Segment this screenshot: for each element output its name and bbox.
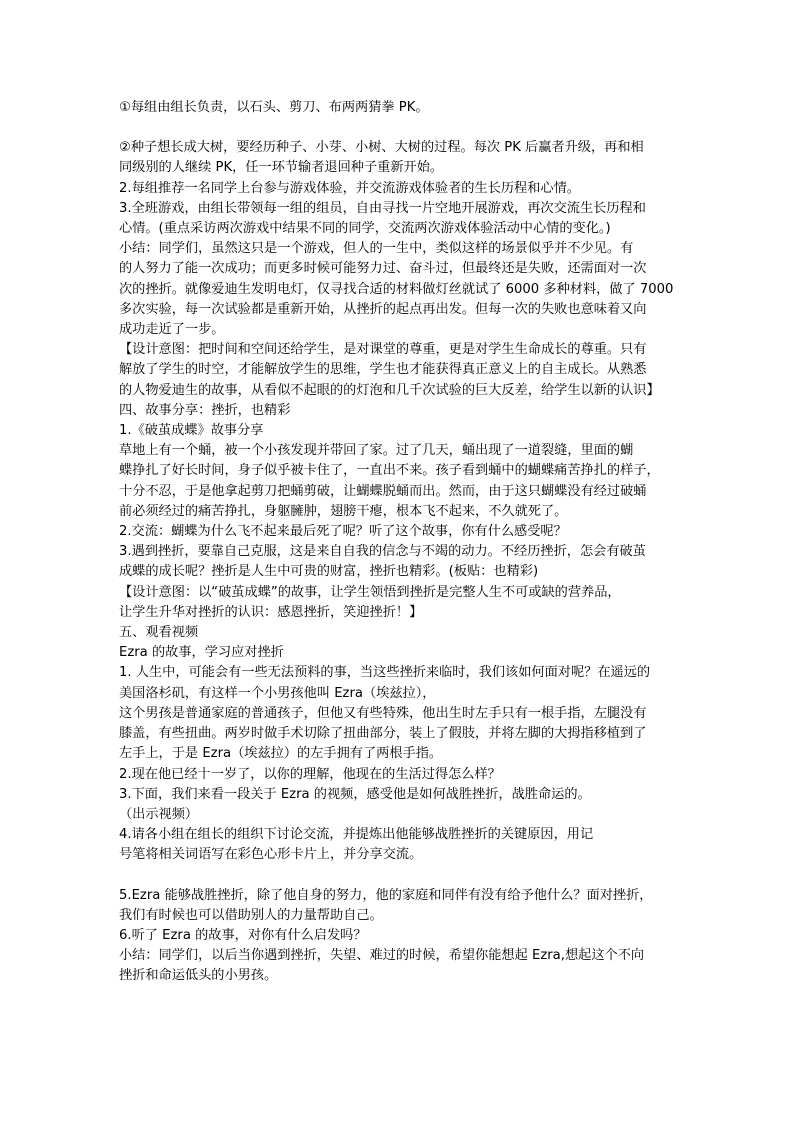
document-body [119,98,684,987]
paragraph [119,825,684,865]
paragraph [119,886,684,926]
text-line: 十分不忍，于是他拿起剪刀把蛹剪破，让蝴蝶脱蛹而出。然而，由于这只蝴蝶没有经过破蛹 [119,483,647,499]
paragraph [119,239,684,340]
text-line: 2.交流：蝴蝶为什么飞不起来最后死了呢？听了这个故事，你有什么感受呢？ [119,524,567,540]
text-line: 解放了学生的时空，才能解放学生的思维，学生也才能获得真正意义上的自主成长。从熟悉 [119,362,647,378]
text-line: 美国洛杉矶，有这样一个小男孩他叫 Ezra（埃兹拉）， [119,685,436,701]
paragraph [119,199,684,239]
text-line: 这个男孩是普通家庭的普通孩子，但他又有些特殊，他出生时左手只有一根手指，左腿没有 [119,705,647,721]
paragraph [119,785,684,805]
text-line: 3.下面，我们来看一段关于 Ezra 的视频，感受他是如何战胜挫折，战胜命运的。 [119,786,591,802]
text-line: 6.听了 Ezra 的故事，对你有什么启发吗？ [119,927,367,943]
paragraph [119,643,684,663]
text-line: （出示视频） [119,806,199,822]
paragraph [119,138,684,178]
paragraph [119,98,684,118]
text-line: 1. 人生中，可能会有一些无法预料的事，当这些挫折来临时，我们该如何面对呢？在遥远的 [119,665,651,681]
text-line: 挫折和命运低头的小男孩。 [119,968,278,984]
text-line: 号笔将相关词语写在彩色心形卡片上，并分享交流。 [119,847,423,863]
blank-line [119,866,684,886]
paragraph [119,179,684,199]
paragraph [119,623,684,643]
text-line: 多次实验，每一次试验都是重新开始，从挫折的起点再出发。但每一次的失败也意味着又向 [119,301,647,317]
text-line: 蝶挣扎了好长时间，身子似乎被卡住了，一直出不来。孩子看到蛹中的蝴蝶痛苦挣扎的样子， [119,463,660,479]
text-line: ①每组由组长负责，以石头、剪刀、布两两猜拳 PK。 [119,100,429,115]
text-line: 小结：同学们，以后当你遇到挫折，失望、难过的时候，希望你能想起 Ezra,想起这个不向 [119,948,645,964]
text-line: 我们有时候也可以借助别人的力量帮助自己。 [119,907,383,923]
text-line: 同级别的人继续 PK，任一环节输者退回种子重新开始。 [119,160,444,176]
text-line: ②种子想长成大树，要经历种子、小芽、小树、大树的过程。每次 PK 后赢者升级，再和相 [119,140,644,156]
text-line: 膝盖，有些扭曲。两岁时做手术切除了扭曲部分，装上了假肢，并将左脚的大拇指移植到了 [119,726,647,742]
text-line: 5.Ezra 能够战胜挫折，除了他自身的努力，他的家庭和同伴有没有给予他什么？面对挫折， [119,887,653,903]
text-line: 4.请各小组在组长的组织下讨论交流，并提炼出他能够战胜挫折的关键原因，用记 [119,827,594,843]
paragraph [119,401,684,421]
text-line: 成蝶的成长呢？挫折是人生中可贵的财富，挫折也精彩。(板贴：也精彩) [119,564,539,580]
paragraph [119,663,684,764]
text-line: 【设计意图：以“破茧成蝶”的故事，让学生领悟到挫折是完整人生不可或缺的营养品， [119,584,621,600]
text-line: 草地上有一个蛹，被一个小孩发现并带回了家。过了几天，蛹出现了一道裂缝，里面的蝴 [119,443,634,459]
paragraph [119,340,684,401]
text-line: 的人努力了能一次成功；而更多时候可能努力过、奋斗过，但最终还是失败，还需面对一次 [119,261,647,277]
paragraph [119,542,684,582]
text-line: 【设计意图：把时间和空间还给学生，是对课堂的尊重，更是对学生生命成长的尊重。只有 [119,342,647,358]
blank-line [119,118,684,138]
paragraph [119,522,684,542]
text-line: 心情。(重点采访两次游戏中结果不同的同学，交流两次游戏体验活动中心情的变化。) [119,221,611,237]
paragraph [119,421,684,441]
paragraph [119,441,684,522]
paragraph [119,926,684,946]
text-line: 左手上，于是 Ezra（埃兹拉）的左手拥有了两根手指。 [119,746,443,762]
text-line: 2.现在他已经十一岁了，以你的理解，他现在的生活过得怎么样？ [119,766,501,782]
text-line: 前必须经过的痛苦挣扎，身躯臃肿，翅膀干瘪，根本飞不起来，不久就死了。 [119,503,568,519]
text-line: 2.每组推荐一名同学上台参与游戏体验，并交流游戏体验者的生长历程和心情。 [119,180,580,196]
text-line: 1.《破茧成蝶》故事分享 [119,423,264,439]
paragraph [119,765,684,785]
text-line: 次的挫折。就像爱迪生发明电灯，仅寻找合适的材料做灯丝就试了 6000 多种材料，做了 7000 [119,281,674,297]
text-line: 让学生升华对挫折的认识：感恩挫折，笑迎挫折！】 [119,604,423,620]
paragraph [119,946,684,986]
text-line: 四、故事分享：挫折，也精彩 [119,402,291,418]
text-line: 小结：同学们，虽然这只是一个游戏，但人的一生中，类似这样的场景似乎并不少见。有 [119,241,634,257]
text-line: 成功走近了一步。 [119,322,225,338]
text-line: 3.遇到挫折，要靠自己克服，这是来自自我的信念与不竭的动力。不经历挫折，怎会有破茧 [119,544,646,560]
text-line: Ezra 的故事，学习应对挫折 [119,645,284,661]
text-line: 五、观看视频 [119,625,199,641]
paragraph [119,583,684,623]
text-line: 的人物爱迪生的故事，从看似不起眼的的灯泡和几千次试验的巨大反差，给学生以新的认识】 [119,382,660,398]
text-line: 3.全班游戏，由组长带领每一组的组员，自由寻找一片空地开展游戏，再次交流生长历程和 [119,200,646,216]
paragraph [119,805,684,825]
